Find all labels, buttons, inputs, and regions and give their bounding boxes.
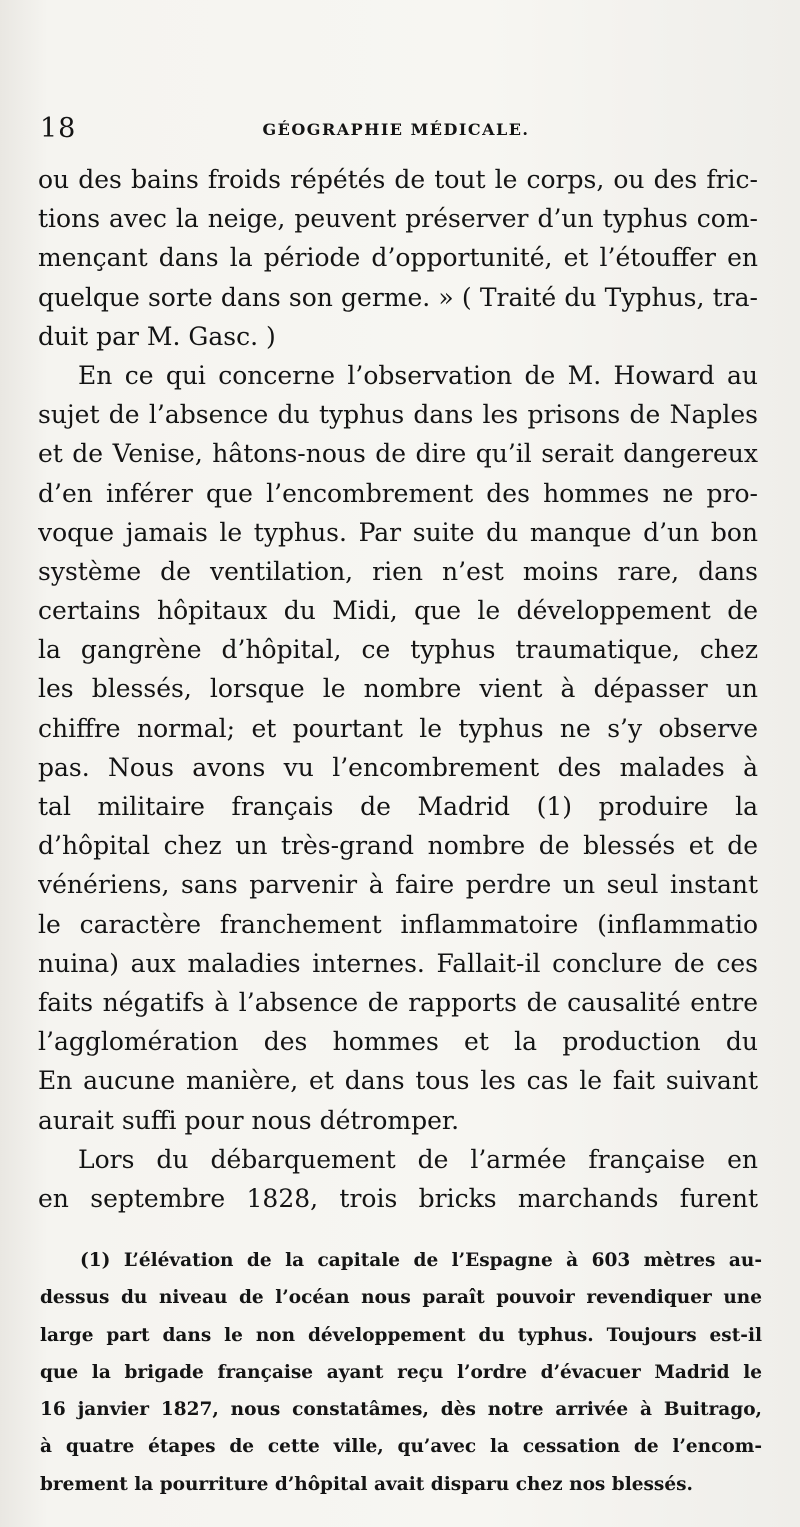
text-line: duit par M. Gasc. ) (38, 321, 276, 351)
text-line: voque jamais le typhus. Par suite du manque d’un bon (38, 517, 758, 547)
text-line: système de ventilation, rien n’est moins rare, dans (38, 556, 758, 586)
text-line: d’hôpital chez un très-grand nombre de blessés et de (38, 831, 758, 861)
text-line: l’agglomération des hommes et la production du (38, 1027, 758, 1057)
running-title: GÉOGRAPHIE MÉDICALE. (262, 120, 530, 139)
text-line: nuina) aux maladies internes. Fallait-il conclure de ces (38, 948, 758, 978)
text-line: les blessés, lorsque le nombre vient à dépasser un (38, 674, 758, 704)
text-line: ou des bains froids répétés de tout le corps, ou des fric- (38, 165, 758, 194)
footnote (40, 1242, 762, 1503)
paragraph-start-line: En ce qui concerne l’observation de M. Howard au (78, 360, 758, 390)
text-line: tions avec la neige, peuvent préserver d’un typhus com- (38, 204, 758, 234)
text-line: chiffre normal; et pourtant le typhus ne s’y observe (38, 713, 758, 743)
footnote-line: que la brigade française ayant reçu l’ordre d’évacuer Madrid le (40, 1361, 762, 1383)
main-text (38, 160, 758, 1218)
text-line: quelque sorte dans son germe. » ( Traité du Typhus, tra- (38, 282, 758, 312)
footnote-line: 16 janvier 1827, nous constatâmes, dès notre arrivée à Buitrago, (40, 1399, 762, 1421)
page-number: 18 (40, 113, 77, 144)
text-line: le caractère franchement inflammatoire (inflammatio (38, 909, 758, 939)
footnote-line: dessus du niveau de l’océan nous paraît pouvoir revendiquer une (40, 1287, 762, 1309)
text-line: et de Venise, hâtons-nous de dire qu’il serait dangereux (38, 439, 758, 469)
text-line: mençant dans la période d’opportunité, et l’étouffer en (38, 243, 758, 273)
text-line: sujet de l’absence du typhus dans les prisons de Naples (38, 400, 758, 430)
text-line: tal militaire français de Madrid (1) produire la (38, 792, 758, 821)
footnote-line: brement la pourriture d’hôpital avait disparu chez nos blessés. (40, 1473, 693, 1495)
text-line: certains hôpitaux du Midi, que le développement de (38, 596, 758, 626)
text-line: en septembre 1828, trois bricks marchands furent (38, 1183, 758, 1213)
text-line: d’en inférer que l’encombrement des hommes ne pro- (38, 478, 758, 508)
text-line: pas. Nous avons vu l’encombrement des malades à (38, 752, 758, 782)
text-line: En aucune manière, et dans tous les cas le fait suivant (38, 1066, 758, 1096)
footnote-line: (1) L’élévation de la capitale de l’Espagne à 603 mètres au- (80, 1250, 762, 1271)
footnote-line: à quatre étapes de cette ville, qu’avec la cessation de l’encom- (40, 1436, 762, 1458)
text-line: vénériens, sans parvenir à faire perdre un seul instant (38, 870, 758, 900)
footnote-line: large part dans le non développement du typhus. Toujours est-il (40, 1324, 762, 1346)
paragraph-start-line: Lors du débarquement de l’armée française en (78, 1144, 758, 1174)
text-line: la gangrène d’hôpital, ce typhus traumatique, chez (38, 635, 758, 665)
page-header (40, 112, 752, 146)
text-line: faits négatifs à l’absence de rapports de causalité entre (38, 987, 758, 1017)
text-line: aurait suffi pour nous détromper. (38, 1105, 460, 1135)
